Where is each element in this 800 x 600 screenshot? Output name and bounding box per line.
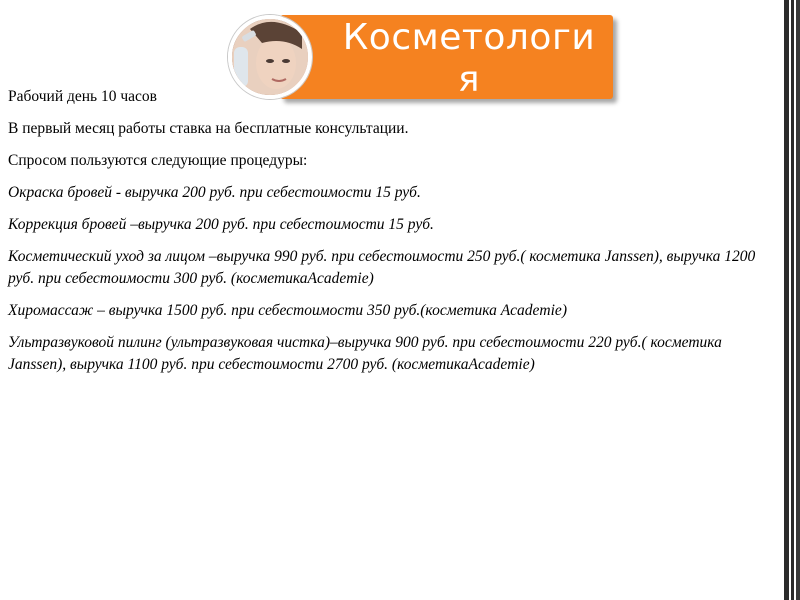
body-line-work-hours: Рабочий день 10 часов — [8, 88, 157, 105]
body-line-brow-tint: Окраска бровей - выручка 200 руб. при себестоимости 15 руб. — [8, 184, 421, 201]
body-line-ultrasonic-peeling: Ультразвуковой пилинг (ультразвуковая чистка)–выручка 900 руб. при себестоимости 220 руб.( косметика Janssen), выручка 1100 руб. при себестоимости 2700 руб. (косметикаAcademie) — [8, 334, 722, 373]
decorative-stripe — [784, 0, 789, 600]
body-line-facial-care: Косметический уход за лицом –выручка 990 руб. при себестоимости 250 руб.( косметика Janssen), выручка 1200 руб. при себестоимости 300 руб. (косметикаAcademie) — [8, 248, 756, 287]
decorative-stripe — [796, 0, 800, 600]
body-line-procedures-intro: Спросом пользуются следующие процедуры: — [8, 152, 308, 169]
slide-title: Косметология — [342, 17, 596, 100]
body-line-hiromassage: Хиромассаж – выручка 1500 руб. при себестоимости 350 руб.(косметика Academie) — [8, 302, 567, 319]
body-line-brow-correction: Коррекция бровей –выручка 200 руб. при себестоимости 15 руб. — [8, 216, 434, 233]
body-line-first-month: В первый месяц работы ставка на бесплатные консультации. — [8, 120, 409, 137]
portrait-photo-icon — [232, 19, 308, 95]
decorative-stripe — [791, 0, 794, 600]
slide-body — [8, 86, 778, 386]
